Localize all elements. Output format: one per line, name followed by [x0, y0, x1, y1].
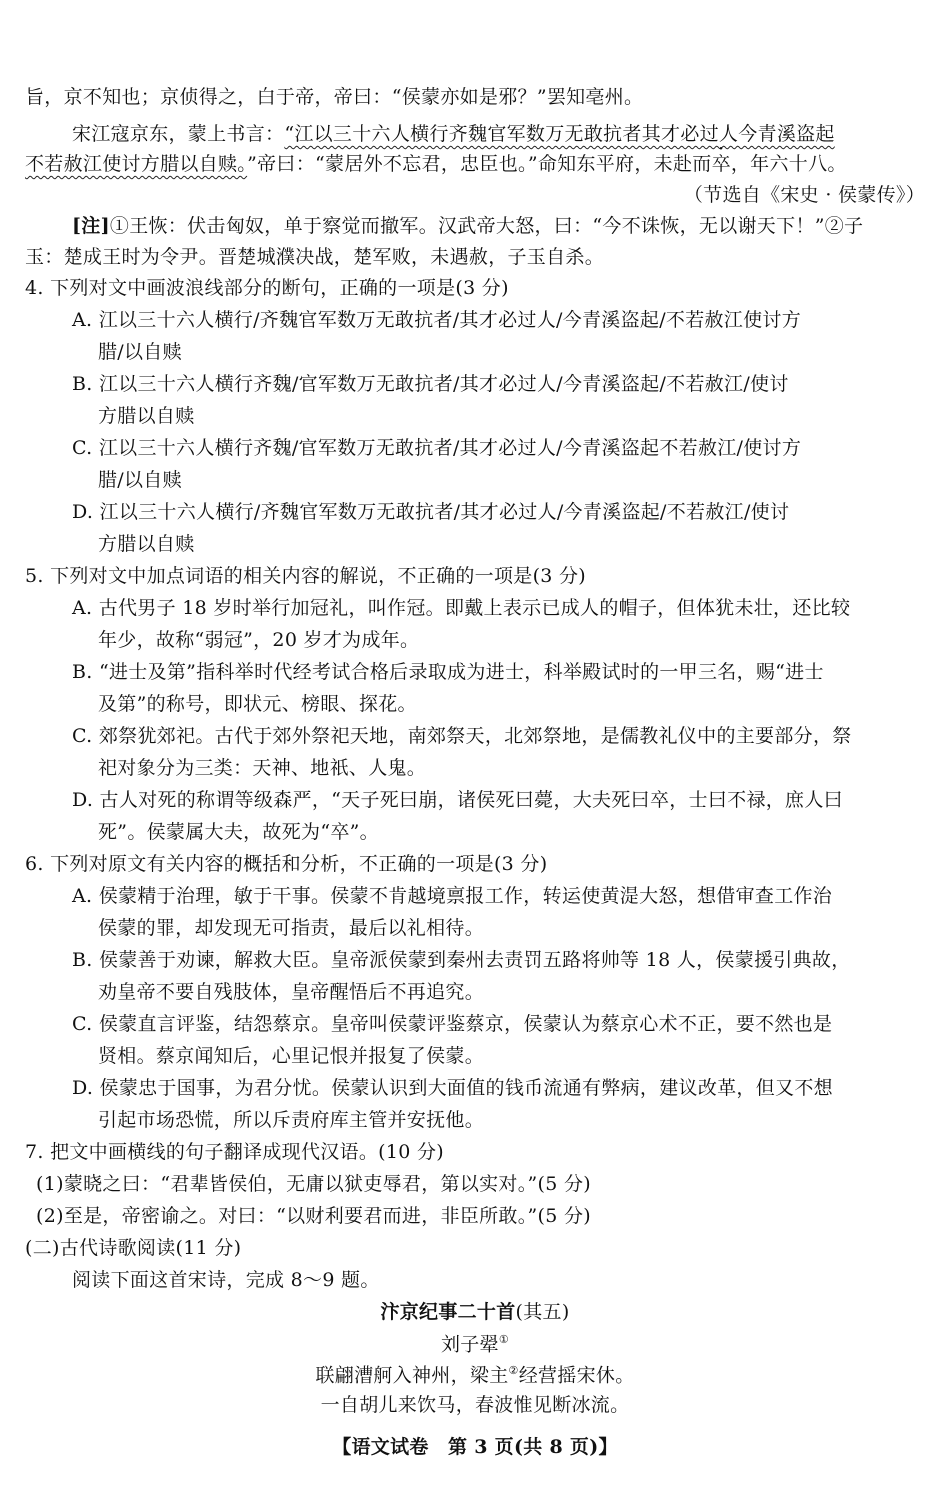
question-5-option-d: D. 古人对死的称谓等级森严，“天子死曰崩，诸侯死曰薨，大夫死曰卒，士曰不禄，庶人曰	[72, 789, 843, 811]
question-5-option-b: B. “进士及第”指科举时代经考试合格后录取成为进士，科举殿试时的一甲三名，赐“进士	[72, 661, 824, 683]
question-4-option-d: D. 江以三十六人横行/齐魏官军数万无敢抗者/其才必过人/今青溪盗起/不若赦江/使讨	[72, 501, 790, 523]
note-label: [注]	[72, 215, 110, 237]
question-6-stem: 6. 下列对原文有关内容的概括和分析，不正确的一项是(3 分)	[25, 853, 548, 875]
question-6-option-c: C. 侯蒙直言评鉴，结怨蔡京。皇帝叫侯蒙评鉴蔡京，侯蒙认为蔡京心术不正，要不然也是	[72, 1013, 833, 1035]
page-footer: 【语文试卷 第 3 页(共 8 页)】	[332, 1436, 618, 1458]
question-6-option-b: B. 侯蒙善于劝谏，解救大臣。皇帝派侯蒙到秦州去责罚五路将帅等 18 人，侯蒙援引典故，	[72, 949, 851, 971]
question-6-option-a-cont: 侯蒙的罪，却发现无可指责，最后以礼相待。	[98, 917, 485, 939]
question-5-option-d-cont: 死”。侯蒙属大夫，故死为“卒”。	[98, 821, 379, 843]
poem-verse-1	[0, 1365, 950, 1385]
question-4-option-a-cont: 腊/以自赎	[98, 341, 182, 363]
question-4-option-b-cont: 方腊以自赎	[98, 405, 195, 427]
verse-text: 联翩漕舸入神州，梁主	[315, 1364, 509, 1387]
wavy-underlined-text: “江以三十六人横行齐魏官军数万无敢抗者其才必过人今青溪盗起	[284, 123, 835, 145]
question-7-sentence-2: (2)至是，帝密谕之。对曰：“以财利要君而进，非臣所敢。”(5 分)	[36, 1205, 591, 1227]
source-citation: （节选自《宋史 · 侯蒙传》）	[683, 184, 925, 206]
question-4-option-c: C. 江以三十六人横行齐魏/官军数万无敢抗者/其才必过人/今青溪盗起不若赦江/使讨方	[72, 437, 802, 459]
passage-line: 旨，京不知也；京侦得之，白于帝，帝曰：“侯蒙亦如是邪？”罢知亳州。	[25, 86, 644, 108]
question-5-option-c: C. 郊祭犹郊祀。古代于郊外祭祀天地，南郊祭天，北郊祭地，是儒教礼仪中的主要部分，祭	[72, 725, 852, 747]
poem-title-line	[0, 1303, 950, 1322]
footnote-marker: ②	[508, 1364, 519, 1377]
question-7-stem: 7. 把文中画横线的句子翻译成现代汉语。(10 分)	[25, 1141, 445, 1163]
question-5-option-b-cont: 及第”的称号，即状元、榜眼、探花。	[98, 693, 417, 715]
question-6-option-d-cont: 引起市场恐慌，所以斥责府库主管并安抚他。	[98, 1109, 485, 1131]
question-4-option-d-cont: 方腊以自赎	[98, 533, 195, 555]
poem-author-line	[0, 1334, 950, 1354]
note-line: 玉：楚成王时为令尹。晋楚城濮决战，楚军败，未遇赦，子玉自杀。	[25, 246, 605, 268]
poem-author: 刘子翚	[440, 1333, 499, 1356]
question-6-option-b-cont: 劝皇帝不要自残肢体，皇帝醒悟后不再追究。	[98, 981, 485, 1003]
poem-subtitle: (其五)	[515, 1301, 570, 1323]
question-7-sentence-1: (1)蒙晓之曰：“君辈皆侯伯，无庸以狱吏辱君，第以实对。”(5 分)	[36, 1173, 591, 1195]
question-4-stem: 4. 下列对文中画波浪线部分的断句，正确的一项是(3 分)	[25, 277, 509, 299]
poem-title: 汴京纪事二十首	[380, 1301, 516, 1323]
dotted-word: 卒	[711, 153, 731, 175]
question-6-option-a: A. 侯蒙精于治理，敏于干事。侯蒙不肯越境禀报工作，转运使黄湜大怒，想借审查工作治	[72, 885, 833, 907]
footnote-marker: ①	[498, 1333, 510, 1346]
question-6-option-d: D. 侯蒙忠于国事，为君分忧。侯蒙认识到大面值的钱币流通有弊病，建议改革，但又不想	[72, 1077, 833, 1099]
section-heading: (二)古代诗歌阅读(11 分)	[25, 1237, 242, 1259]
question-4-option-c-cont: 腊/以自赎	[98, 469, 182, 491]
passage-text: ”帝曰：“蒙居外不忘君，忠臣也。”命知东平府，未赴而	[247, 153, 712, 175]
note-text: ①王恢：伏击匈奴，单于察觉而撤军。汉武帝大怒，曰：“今不诛恢，无以谢天下！”②子	[109, 215, 864, 237]
note-line	[72, 217, 863, 236]
wavy-underlined-text: 不若赦江使讨方腊以自赎。	[25, 153, 248, 175]
question-5-option-a-cont: 年少，故称“弱冠”，20 岁才为成年。	[98, 629, 420, 651]
question-6-option-c-cont: 贤相。蔡京闻知后，心里记恨并报复了侯蒙。	[98, 1045, 485, 1067]
section-intro: 阅读下面这首宋诗，完成 8～9 题。	[72, 1269, 380, 1291]
passage-line	[25, 155, 847, 174]
poem-verse-2: 一自胡儿来饮马，春波惟见断冰流。	[320, 1394, 630, 1416]
question-5-stem: 5. 下列对文中加点词语的相关内容的解说，不正确的一项是(3 分)	[25, 565, 587, 587]
question-5-option-c-cont: 祀对象分为三类：天神、地祇、人鬼。	[98, 757, 427, 779]
question-4-option-b: B. 江以三十六人横行齐魏/官军数万无敢抗者/其才必过人/今青溪盗起/不若赦江/使讨	[72, 373, 789, 395]
passage-text: 宋江寇京东，蒙上书言：	[72, 123, 285, 145]
passage-text: ，年六十八。	[730, 153, 847, 175]
question-5-option-a: A. 古代男子 18 岁时举行加冠礼，叫作冠。即戴上表示已成人的帽子，但体犹未壮，还比较	[72, 597, 851, 619]
verse-text: 经营摇宋休。	[518, 1364, 635, 1387]
question-4-option-a: A. 江以三十六人横行/齐魏官军数万无敢抗者/其才必过人/今青溪盗起/不若赦江使讨方	[72, 309, 802, 331]
